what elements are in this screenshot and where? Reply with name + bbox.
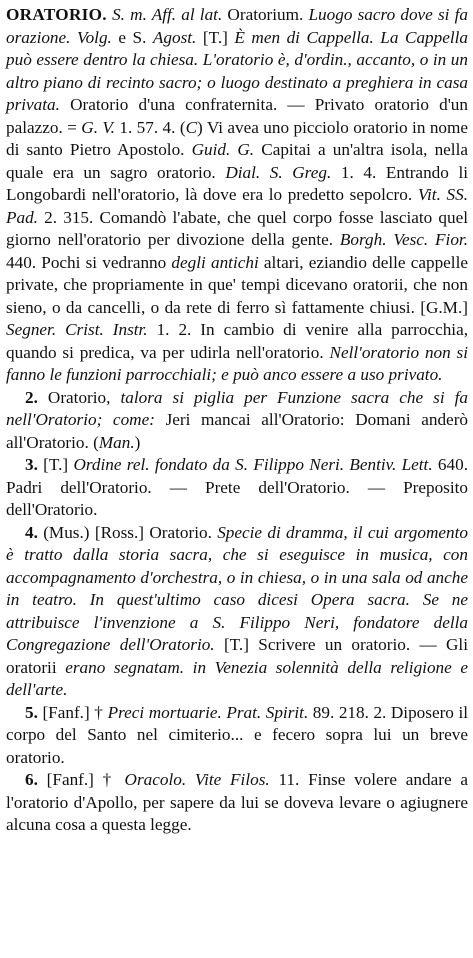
headword: ORATORIO. [6, 5, 107, 24]
entry-sense-5 [6, 702, 468, 770]
italic-segment: Specie di dramma, il cui argomento è tratto dalla storia sacra, che si eseguisce in musica, con accompagnamento d'orchestra, o in chiesa, o in una sala od anche in teatro. In quest'ultimo caso dicesi Opera sacra. Se ne attribuisce l'invenzione a S. Filippo Neri, fondatore della Congregazione dell'Oratorio. [6, 522, 468, 654]
text-segment: [T.] [37, 455, 74, 474]
entry-sense-3 [6, 454, 468, 522]
text-segment: ) Vi avea uno picciolo oratorio in nome di santo Pietro Apostolo. [6, 117, 469, 159]
text-segment: (Mus.) [Ross.] Oratorio. [37, 522, 218, 542]
entry-sense-2 [6, 387, 468, 455]
text-segment: 2. 315. Comandò l'abate, che quel corpo fosse lasciato quel giorno nell'oratorio per divozione della gente. [6, 207, 468, 249]
italic-segment: È men di Cappella. La Cappella può essere dentro la chiesa. L'oratorio è, d'ordin., accanto, o in un altro piano di recinto sacro; o luogo destinato a preghiera in casa privata. [6, 27, 469, 114]
text-segment: e S. [111, 27, 153, 47]
sense-number: 5. [25, 702, 38, 722]
text-segment: 440. Pochi si vedranno [6, 252, 172, 272]
italic-segment: Guid. G. [191, 140, 255, 159]
italic-segment: Nell'oratorio non si fanno le funzioni parrocchiali; e può anco essere a uso privato. [6, 342, 469, 384]
text-segment: Oratorio, [37, 387, 121, 407]
sense-number: 3. [25, 455, 38, 474]
italic-segment: Man. [98, 432, 135, 452]
italic-segment: C [185, 117, 198, 137]
text-segment: [T.] Scrivere un oratorio. — Gli oratorii [6, 635, 468, 677]
italic-segment: Dial. S. Greg. [225, 162, 332, 182]
text-segment: altari, eziandio delle cappelle private, che propriamente in que' tempi dicevano oratorii, che non sieno, o da cancelli, o da rete di ferro sì fattamente chiusi. [G.M.] [6, 252, 468, 317]
sense-number: 2. [25, 387, 38, 407]
text-segment: [Fanf.] † [37, 702, 108, 722]
text-segment: 1. 2. In cambio di venire alla parrocchia, quando si predica, va per udirla nell'oratorio. [6, 320, 468, 362]
text-segment: Oratorium. [222, 5, 309, 24]
italic-segment: Luogo sacro dove si fa orazione. Volg. [6, 5, 468, 47]
sense-number: 6. [25, 770, 38, 789]
italic-segment: S. m. Aff. al lat. [106, 5, 223, 24]
entry-sense-6 [6, 769, 468, 837]
text-segment: 640. Padri dell'Oratorio. — Prete dell'Oratorio. — Preposito dell'Oratorio. [6, 455, 468, 519]
italic-segment: degli antichi [171, 252, 259, 272]
italic-segment: Oracolo. Vite Filos. [124, 770, 270, 789]
text-segment: 1. 57. 4. ( [114, 117, 186, 137]
italic-segment: Preci mortuarie. Prat. Spirit. [107, 702, 309, 722]
text-segment: [T.] [196, 27, 235, 47]
italic-segment: Segner. Crist. Instr. [6, 320, 148, 339]
text-segment: ) [134, 432, 141, 452]
text-segment: Oratorio d'una confraternita. — Privato oratorio d'un palazzo. = [6, 95, 468, 137]
sense-number: 4. [25, 522, 38, 542]
text-segment: 11. Finse volere andare a l'oratorio d'Apollo, per sapere da lui se doveva levare o agiugnere alcuna cosa a questa legge. [6, 770, 468, 834]
entry-sense-4 [6, 522, 468, 702]
text-segment: [Fanf.] † [37, 770, 125, 789]
entry-definition [6, 4, 468, 387]
text-segment: 1. 4. Entrando li Longobardi nell'oratorio, là dove era lo predetto sepolcro. [6, 162, 468, 204]
italic-segment: Ordine rel. fondato da S. Filippo Neri. Bentiv. Lett. [73, 455, 433, 474]
italic-segment: Vit. SS. Pad. [6, 185, 468, 227]
italic-segment: Borgh. Vesc. Fior. [339, 230, 468, 249]
text-segment: 89. 218. 2. Diposero il corpo del Santo nel cimiterio... e fecero sopra lui un breve oratorio. [6, 702, 468, 767]
dictionary-entry-oratorio [6, 4, 468, 837]
italic-segment: G. V. [81, 117, 115, 137]
text-segment: Jeri mancai all'Oratorio: Domani anderò all'Oratorio. ( [6, 410, 469, 452]
italic-segment: erano segnatam. in Venezia solennità della religione e dell'arte. [6, 657, 469, 699]
italic-segment: talora si piglia per Funzione sacra che si fa nell'Oratorio; come: [6, 387, 468, 429]
text-segment: Capitai a un'altra isola, nella quale era un sagro oratorio. [6, 140, 468, 182]
italic-segment: Agost. [152, 27, 197, 47]
